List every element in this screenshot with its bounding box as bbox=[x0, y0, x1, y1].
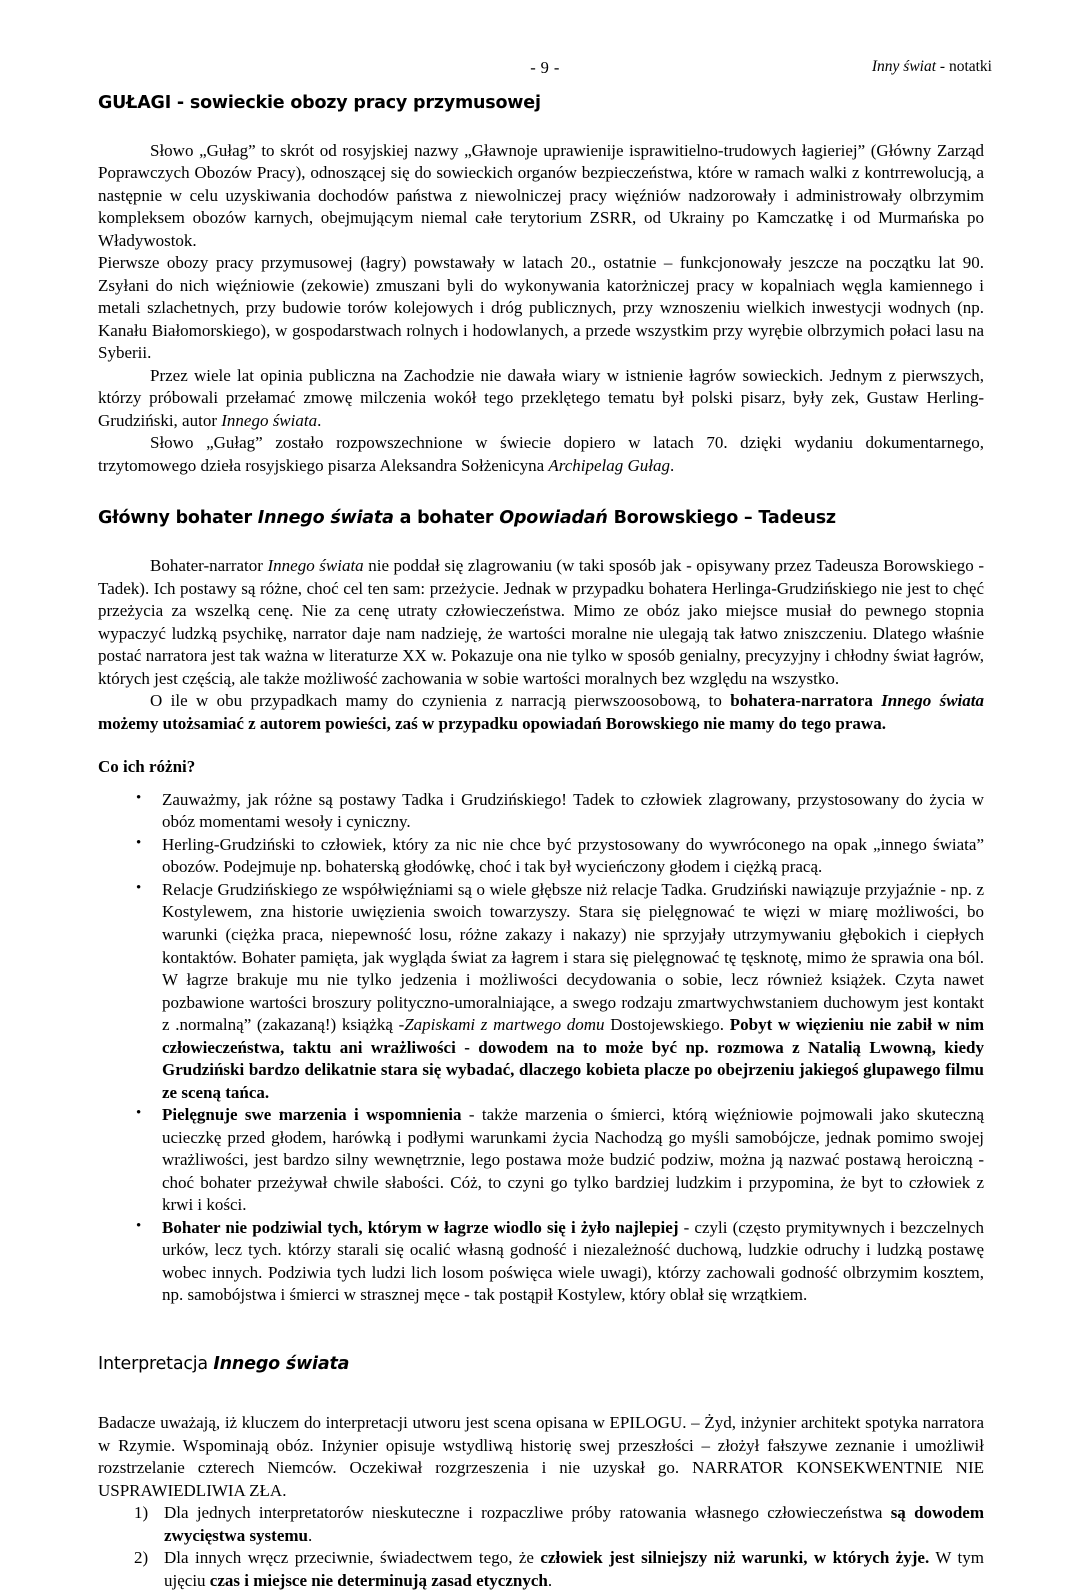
emphasis-run: człowiek jest silniejszy niż warunki, w których żyje. bbox=[540, 1548, 930, 1568]
heading-title-opowiadan: Opowiadań bbox=[499, 508, 608, 529]
bullet-marker: • bbox=[136, 879, 142, 896]
document-content bbox=[98, 92, 984, 1593]
text-run: Dla jednych interpretatorów nieskuteczne i rozpaczliwe próby ratowania własnego człowieczeństwa bbox=[164, 1503, 891, 1523]
running-header bbox=[98, 58, 992, 84]
list-number-marker: 2) bbox=[134, 1548, 149, 1568]
heading-interpretacja bbox=[98, 1353, 984, 1377]
emphasis-run: możemy utożsamiać z autorem powieści, zaś w przypadku opowiadań Borowskiego nie mamy do tego prawa. bbox=[98, 713, 886, 733]
list-item bbox=[98, 1547, 984, 1592]
emphasis-run: Bohater nie podziwial tych, którym w łagrze wiodlo się i żyło najlepiej bbox=[162, 1217, 679, 1237]
list-item bbox=[98, 789, 984, 834]
heading-part: a bohater bbox=[393, 508, 500, 529]
text-run: Słowo „Gułag” zostało rozpowszechnione w świecie dopiero w latach 70. dzięki wydaniu dokumentarnego, trzytomowego dzieła rosyjskiego pisarza Aleksandra Sołżenicyna bbox=[98, 433, 984, 475]
list-co-ich-rozni bbox=[98, 789, 984, 1307]
list-item bbox=[98, 834, 984, 879]
header-title-italic: Inny świat bbox=[871, 58, 937, 75]
text-run: . bbox=[317, 410, 322, 430]
heading-part: Borowskiego – Tadeusz bbox=[607, 508, 836, 529]
emphasis-run: Pobyt w więzieniu nie zabił w nim człowieczeństwa, taktu ani wrażliwości - dowodem na to może być np. rozmowa z Natalią Lwowną, kiedy Grudziński bardzo delikatnie stara się wybadać, dlaczego kobieta placze po obejrzeniu jakiegoś glupawego filmu ze sceną tańca. bbox=[162, 1015, 984, 1102]
bullet-marker: • bbox=[136, 834, 142, 851]
heading-part: Interpretacja bbox=[98, 1353, 214, 1374]
list-item bbox=[98, 1104, 984, 1217]
text-run: Przez wiele lat opinia publiczna na Zachodzie nie dawała wiary w istnienie łagrów sowieckich. Jednym z pierwszych, którzy próbowali przełamać zmowę milczenia wokół tego przeklętego tematu był polski pisarz, były zek, Gustaw Herling-Grudziński, autor bbox=[98, 365, 984, 430]
header-document-title bbox=[872, 58, 992, 76]
list-item bbox=[98, 1502, 984, 1547]
heading-co-ich-rozni: Co ich różni? bbox=[98, 757, 196, 777]
heading-gulagi bbox=[98, 92, 984, 116]
heading-title-innego-swiata: Innego świata bbox=[257, 508, 394, 529]
emphasis-bohatera-narratora: bohatera-narratora bbox=[730, 691, 882, 711]
bullet-marker: • bbox=[136, 1217, 142, 1234]
paragraph-gulag-definition: Słowo „Gułag” to skrót od rosyjskiej nazwy „Gławnoje uprawienije isprawitielno-trudowych łagieriej” (Główny Zarząd Poprawczych Obozów Pracy), odnoszącej się do sowieckich organów bezpieczeństwa, które w ramach walki z kontrrewolucją, a następnie w celu uzyskiwania dochodów państwa z niewolniczej pracy więźniów nadzorowały i administrowały olbrzymim kompleksem obozów karnych, obejmującym niemal całe terytorium ZSRR, od Ukrainy po Kamczatkę i od Murmańska po Władywostok. bbox=[98, 140, 984, 250]
page-number: - 9 - bbox=[530, 58, 560, 77]
emphasis-run: Pielęgnuje swe marzenia i wspomnienia bbox=[162, 1105, 462, 1125]
list-number-marker: 1) bbox=[134, 1503, 149, 1523]
text-run: - czyli (często prymitywnych i bezczelnych urków, lecz tych. którzy starali się ocalić własną godność i niezależność duchową, ludzkie odruchy i ludzką postawę wobec innych. Podziwia tych ludzi lich losom poświęca wiele uwagi), którzy zachowali godność olbrzymim kosztem, np. samobójstwa i śmierci w strasznej męce - tak postąpił Kostylew, który oblał się wrzątkiem. bbox=[162, 1217, 984, 1305]
header-title-rest: - notatki bbox=[936, 58, 992, 75]
heading-glowny-bohater bbox=[98, 507, 984, 531]
text-run: Bohater-narrator bbox=[150, 555, 268, 575]
text-run: W tym ujęciu bbox=[164, 1548, 984, 1590]
text-run: nie poddał się zlagrowaniu (w taki sposób jak - opisywany przez Tadeusza Borowskiego - Tadek). Ich postawy są różne, choć cel ten sam: przeżycie. Jednak w przypadku bohatera Herlinga-Grudzińskiego nie jest to chęć przeżycia za wszelką cenę. Nie za cenę utraty człowieczeństwa. Mimo ze obóz jako miejsce musiał do pewnego stopnia wypaczyć ludzką psychikę, narrator daje nam nadzieję, że wartości moralne nie ulegają tak łatwo zniszczeniu. Dlatego właśnie postać narratora jest tak ważna w literaturze XX w. Pokazuje ona nie tylko w sposób genialny, precyzyjny i chłodny świat łagrów, których jest częścią, ale także możliwość zachowania w sobie wartości moralnych bez względu na wszystko. bbox=[98, 555, 984, 688]
text-run: Zauważmy, jak różne są postawy Tadka i Grudzińskiego! Tadek to człowiek zlagrowany, przystosowany do życia w obóz momentami wesoły i cyniczny. bbox=[162, 789, 984, 832]
text-run: Relacje Grudzińskiego ze współwięźniami są o wiele głębsze niż relacje Tadka. Grudziński nawiązuje przyjaźnie - np. z Kostylewem, zna historie uwięzienia swoich towarzyszy. Stara się pielęgnować te więzi w miarę możliwości, bo warunki (ciężka praca, niepewność losu, różne zakazy i nakazy) nie sprzyjały utrzymywaniu głębokich i ciepłych kontaktów. Bohater pamięta, jak wygląda świat za łagrem i stara się pielęgnować tę tęsknotę, mimo że sprawia ona ból. W łagrze brakuje mu nie tylko jedzenia i możliwości decydowania o sobie, lecz również książek. Czyta nawet pozbawione wartości broszury polityczno-umoralniające, a swego rodzaju zmartwychwstaniem duchowym jest kontakt z .normalną” (zakazaną!) książką bbox=[162, 879, 984, 1035]
heading-gulagi-rest: - sowieckie obozy pracy przymusowej bbox=[171, 93, 541, 113]
title-innego-swiata: Innego świata bbox=[221, 410, 318, 430]
text-run: . bbox=[308, 1525, 313, 1545]
text-run: . bbox=[547, 1571, 553, 1590]
text-run: O ile w obu przypadkach mamy do czynienia z narracją pierwszoosobową, to bbox=[150, 691, 731, 711]
text-run: - także marzenia o śmierci, którą więźniowie pojmowali jako skuteczną ucieczkę przed głodem, harówką i podłymi warunkami życia Nachodzą go myśli samobójcze, jednak pomimo swojej wrażliwości, jest bardzo silny wewnętrznie, lego postawa może budzić podziw, można ją nazwać postawą heroiczną - choć bohater przeżywał chwile słabości. Cóż, to czyni go tylko bardziej ludzkim i przypomina, że byt to człowiek z krwi i kości. bbox=[162, 1105, 984, 1215]
paragraph-bohater-narrator bbox=[98, 555, 984, 690]
list-item bbox=[98, 1217, 984, 1307]
heading-title-innego-swiata: Innego świata bbox=[213, 1353, 350, 1374]
title-innego-swiata: Innego świata bbox=[267, 555, 364, 575]
emphasis-run: są dowodem zwycięstwa systemu bbox=[164, 1503, 984, 1545]
paragraph-gulag-solzhenitsyn bbox=[98, 432, 984, 477]
paragraph-gulag-western-opinion bbox=[98, 365, 984, 433]
emphasis-run: czas i miejsce nie determinują zasad etycznych bbox=[209, 1571, 548, 1590]
title-innego-swiata: Innego świata bbox=[881, 691, 985, 711]
title-archipelag-gulag: Archipelag Gułag bbox=[548, 455, 671, 475]
list-interpretacje bbox=[98, 1502, 984, 1592]
paragraph-interpretacja-epilog: Badacze uważają, iż kluczem do interpretacji utworu jest scena opisana w EPILOGU. – Żyd, inżynier architekt spotyka narratora w Rzymie. Wspominają obóz. Inżynier opisuje wstydliwą historię swej przeszłości – złożył fałszywe zeznanie i umożliwił rozstrzelanie czterech Niemców. Oczekiwał rozgrzeszenia i nie uzyskał go. NARRATOR KONSEKWENTNIE NIE USPRAWIEDLIWIA ZŁA. bbox=[98, 1413, 984, 1500]
heading-part: Główny bohater bbox=[98, 508, 258, 529]
bullet-marker: • bbox=[136, 1105, 142, 1122]
paragraph-narracja-pierwszoosobowa bbox=[98, 690, 984, 735]
list-item bbox=[98, 879, 984, 1104]
text-run: Herling-Grudziński to człowiek, który za nic nie chce być przystosowany do wywróconego na opak „innego świata” obozów. Podejmuje np. bohaterską głodówkę, choć i tak był wycieńczony głodem i ciężką pracą. bbox=[162, 834, 984, 877]
heading-gulagi-bold: GUŁAGI bbox=[98, 93, 172, 113]
text-run: . bbox=[670, 455, 675, 475]
italic-run: -Zapiskami z martwego domu bbox=[398, 1015, 605, 1035]
paragraph-gulag-history: Pierwsze obozy pracy przymusowej (łagry) powstawały w latach 20., ostatnie – funkcjonowały jeszcze na początku lat 90. Zsyłani do nich więźniowie (zekowie) zmuszani byli do wykonywania katorżniczej pracy w kopalniach węgla kamiennego i metali szlachetnych, przy budowie torów kolejowych i dróg publicznych, przy wznoszeniu wielkich inwestycji wodnych (np. Kanału Białomorskiego), w gospodarstwach rolnych i hodowlanych, a przede wszystkim przy wyrębie olbrzymich połaci lasu na Syberii. bbox=[98, 253, 984, 363]
text-run: Dostojewskiego. bbox=[604, 1015, 730, 1035]
text-run: Dla innych wręcz przeciwnie, świadectwem tego, że bbox=[164, 1548, 541, 1568]
bullet-marker: • bbox=[136, 789, 142, 806]
